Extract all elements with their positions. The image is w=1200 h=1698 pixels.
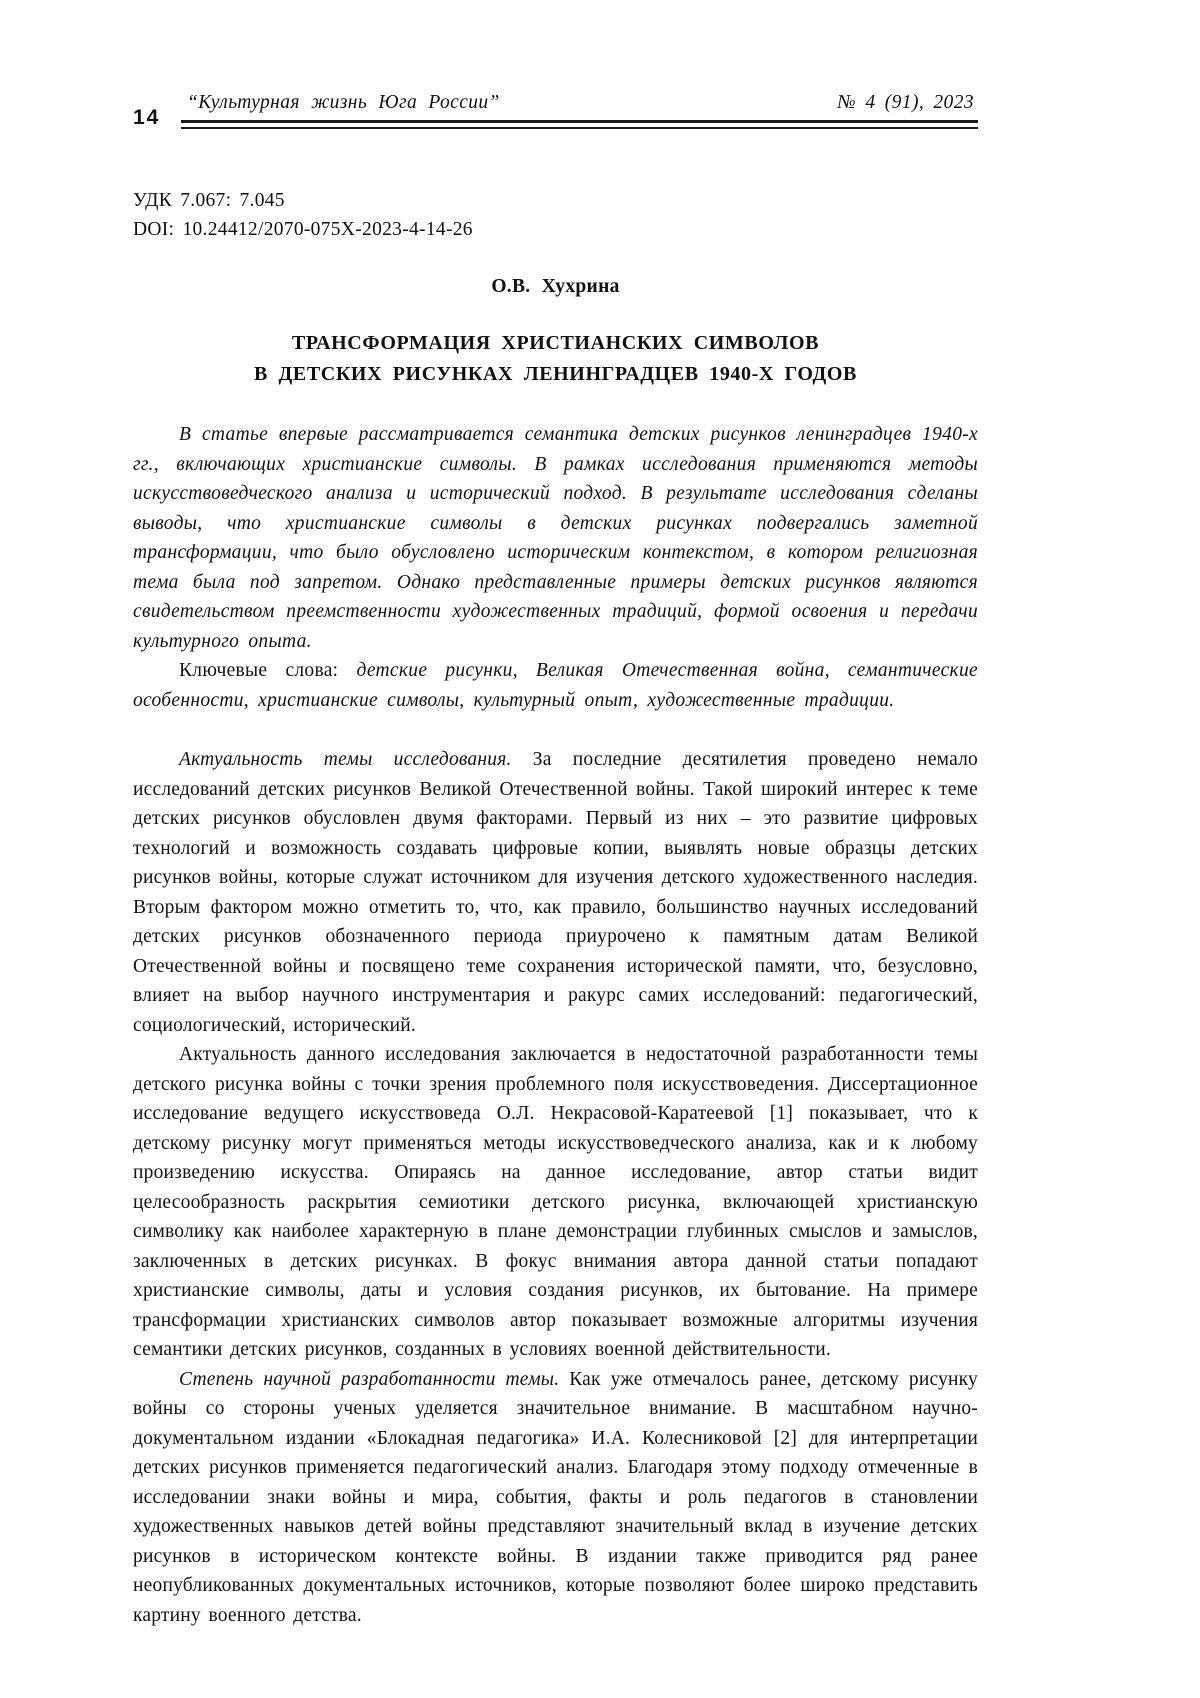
body-text bbox=[133, 745, 978, 1630]
keywords-text: детские рисунки, Великая Отечественная война, семантические особенности, христианские символы, культурный опыт, художественные традиции. bbox=[133, 660, 978, 711]
page-content bbox=[133, 92, 978, 1630]
paragraph-1-text: За последние десятилетия проведено немало исследований детских рисунков Великой Отечественной войны. Такой широкий интерес к теме детских рисунков обусловлен двумя факторами. Первый из них – это развитие цифровых технологий и возможность создавать цифровые копии, выявлять новые образцы детских рисунков войны, которые служат источником для изучения детского художественного наследия. Вторым фактором можно отметить то, что, как правило, большинство научных исследований детских рисунков обозначенного периода приурочено к памятным датам Великой Отечественной войны и посвящено теме сохранения исторической памяти, что, безусловно, влияет на выбор научного инструментария и ракурс самих исследований: педагогический, социологический, исторический. bbox=[133, 749, 978, 1036]
paragraph-1-lead: Актуальность темы исследования. bbox=[179, 749, 533, 770]
body-paragraph-3 bbox=[133, 1365, 978, 1631]
keywords-paragraph bbox=[133, 656, 978, 715]
running-head bbox=[133, 92, 978, 130]
paragraph-3-lead: Степень научной разработанности темы. bbox=[179, 1368, 570, 1390]
meta-block bbox=[133, 186, 978, 244]
page-number: 14 bbox=[133, 106, 161, 129]
udc-line: УДК 7.067: 7.045 bbox=[133, 190, 285, 211]
journal-title: “Культурная жизнь Юга России” bbox=[187, 92, 500, 113]
author-name: О.В. Хухрина bbox=[491, 276, 620, 297]
header-double-rule bbox=[181, 120, 978, 129]
article-title-line1: ТРАНСФОРМАЦИЯ ХРИСТИАНСКИХ СИМВОЛОВ bbox=[291, 332, 820, 354]
issue-info: № 4 (91), 2023 bbox=[837, 92, 974, 113]
doi-line: DOI: 10.24412/2070-075X-2023-4-14-26 bbox=[133, 219, 473, 240]
body-paragraph-1 bbox=[133, 745, 978, 1040]
paragraph-2-text: Актуальность данного исследования заключается в недостаточной разработанности темы детского рисунка войны с точки зрения проблемного поля искусствоведения. Диссертационное исследование ведущего искусствоведа О.Л. Некрасовой-Каратеевой [1] показывает, что к детскому рисунку могут применяться методы искусствоведческого анализа, как и к любому произведению искусства. Опираясь на данное исследование, автор статьи видит целесообразность раскрытия семиотики детского рисунка, включающей христианскую символику как наиболее характерную в плане демонстрации глубинных смыслов и замыслов, заключенных в детских рисунках. В фокус внимания автора данной статьи попадают христианские символы, даты и условия создания рисунков, их бытование. На примере трансформации христианских символов автор показывает возможные алгоритмы изучения семантики детских рисунков, созданных в условиях военной действительности. bbox=[133, 1044, 978, 1360]
running-head-line bbox=[181, 92, 978, 120]
article-title-line2: В ДЕТСКИХ РИСУНКАХ ЛЕНИНГРАДЦЕВ 1940-Х ГОДОВ bbox=[254, 363, 857, 385]
abstract-text: В статье впервые рассматривается семантика детских рисунков ленинградцев 1940-х гг., включающих христианские символы. В рамках исследования применяются методы искусствоведческого анализа и исторический подход. В результате исследования сделаны выводы, что христианские символы в детских рисунках подвергались заметной трансформации, что было обусловлено историческим контекстом, в котором религиозная тема была под запретом. Однако представленные примеры детских рисунков являются свидетельством преемственности художественных традиций, формой освоения и передачи культурного опыта. bbox=[133, 424, 978, 652]
keywords-label: Ключевые слова: bbox=[179, 660, 357, 681]
abstract-block bbox=[133, 420, 978, 715]
running-head-right bbox=[181, 92, 978, 129]
body-paragraph-2 bbox=[133, 1040, 978, 1365]
article-title bbox=[133, 328, 978, 390]
paragraph-3-text: Как уже отмечалось ранее, детскому рисунку войны со стороны ученых уделяется значительное внимание. В масштабном научно-документальном издании «Блокадная педагогика» И.А. Колесниковой [2] для интерпретации детских рисунков применяется педагогический анализ. Благодаря этому подходу отмеченные в исследовании знаки войны и мира, события, факты и роль педагогов в становлении художественных навыков детей войны представляют значительный вклад в изучение детских рисунков в историческом контексте войны. В издании также приводится ряд ранее неопубликованных документальных источников, которые позволяют более широко представить картину военного детства. bbox=[133, 1368, 979, 1626]
